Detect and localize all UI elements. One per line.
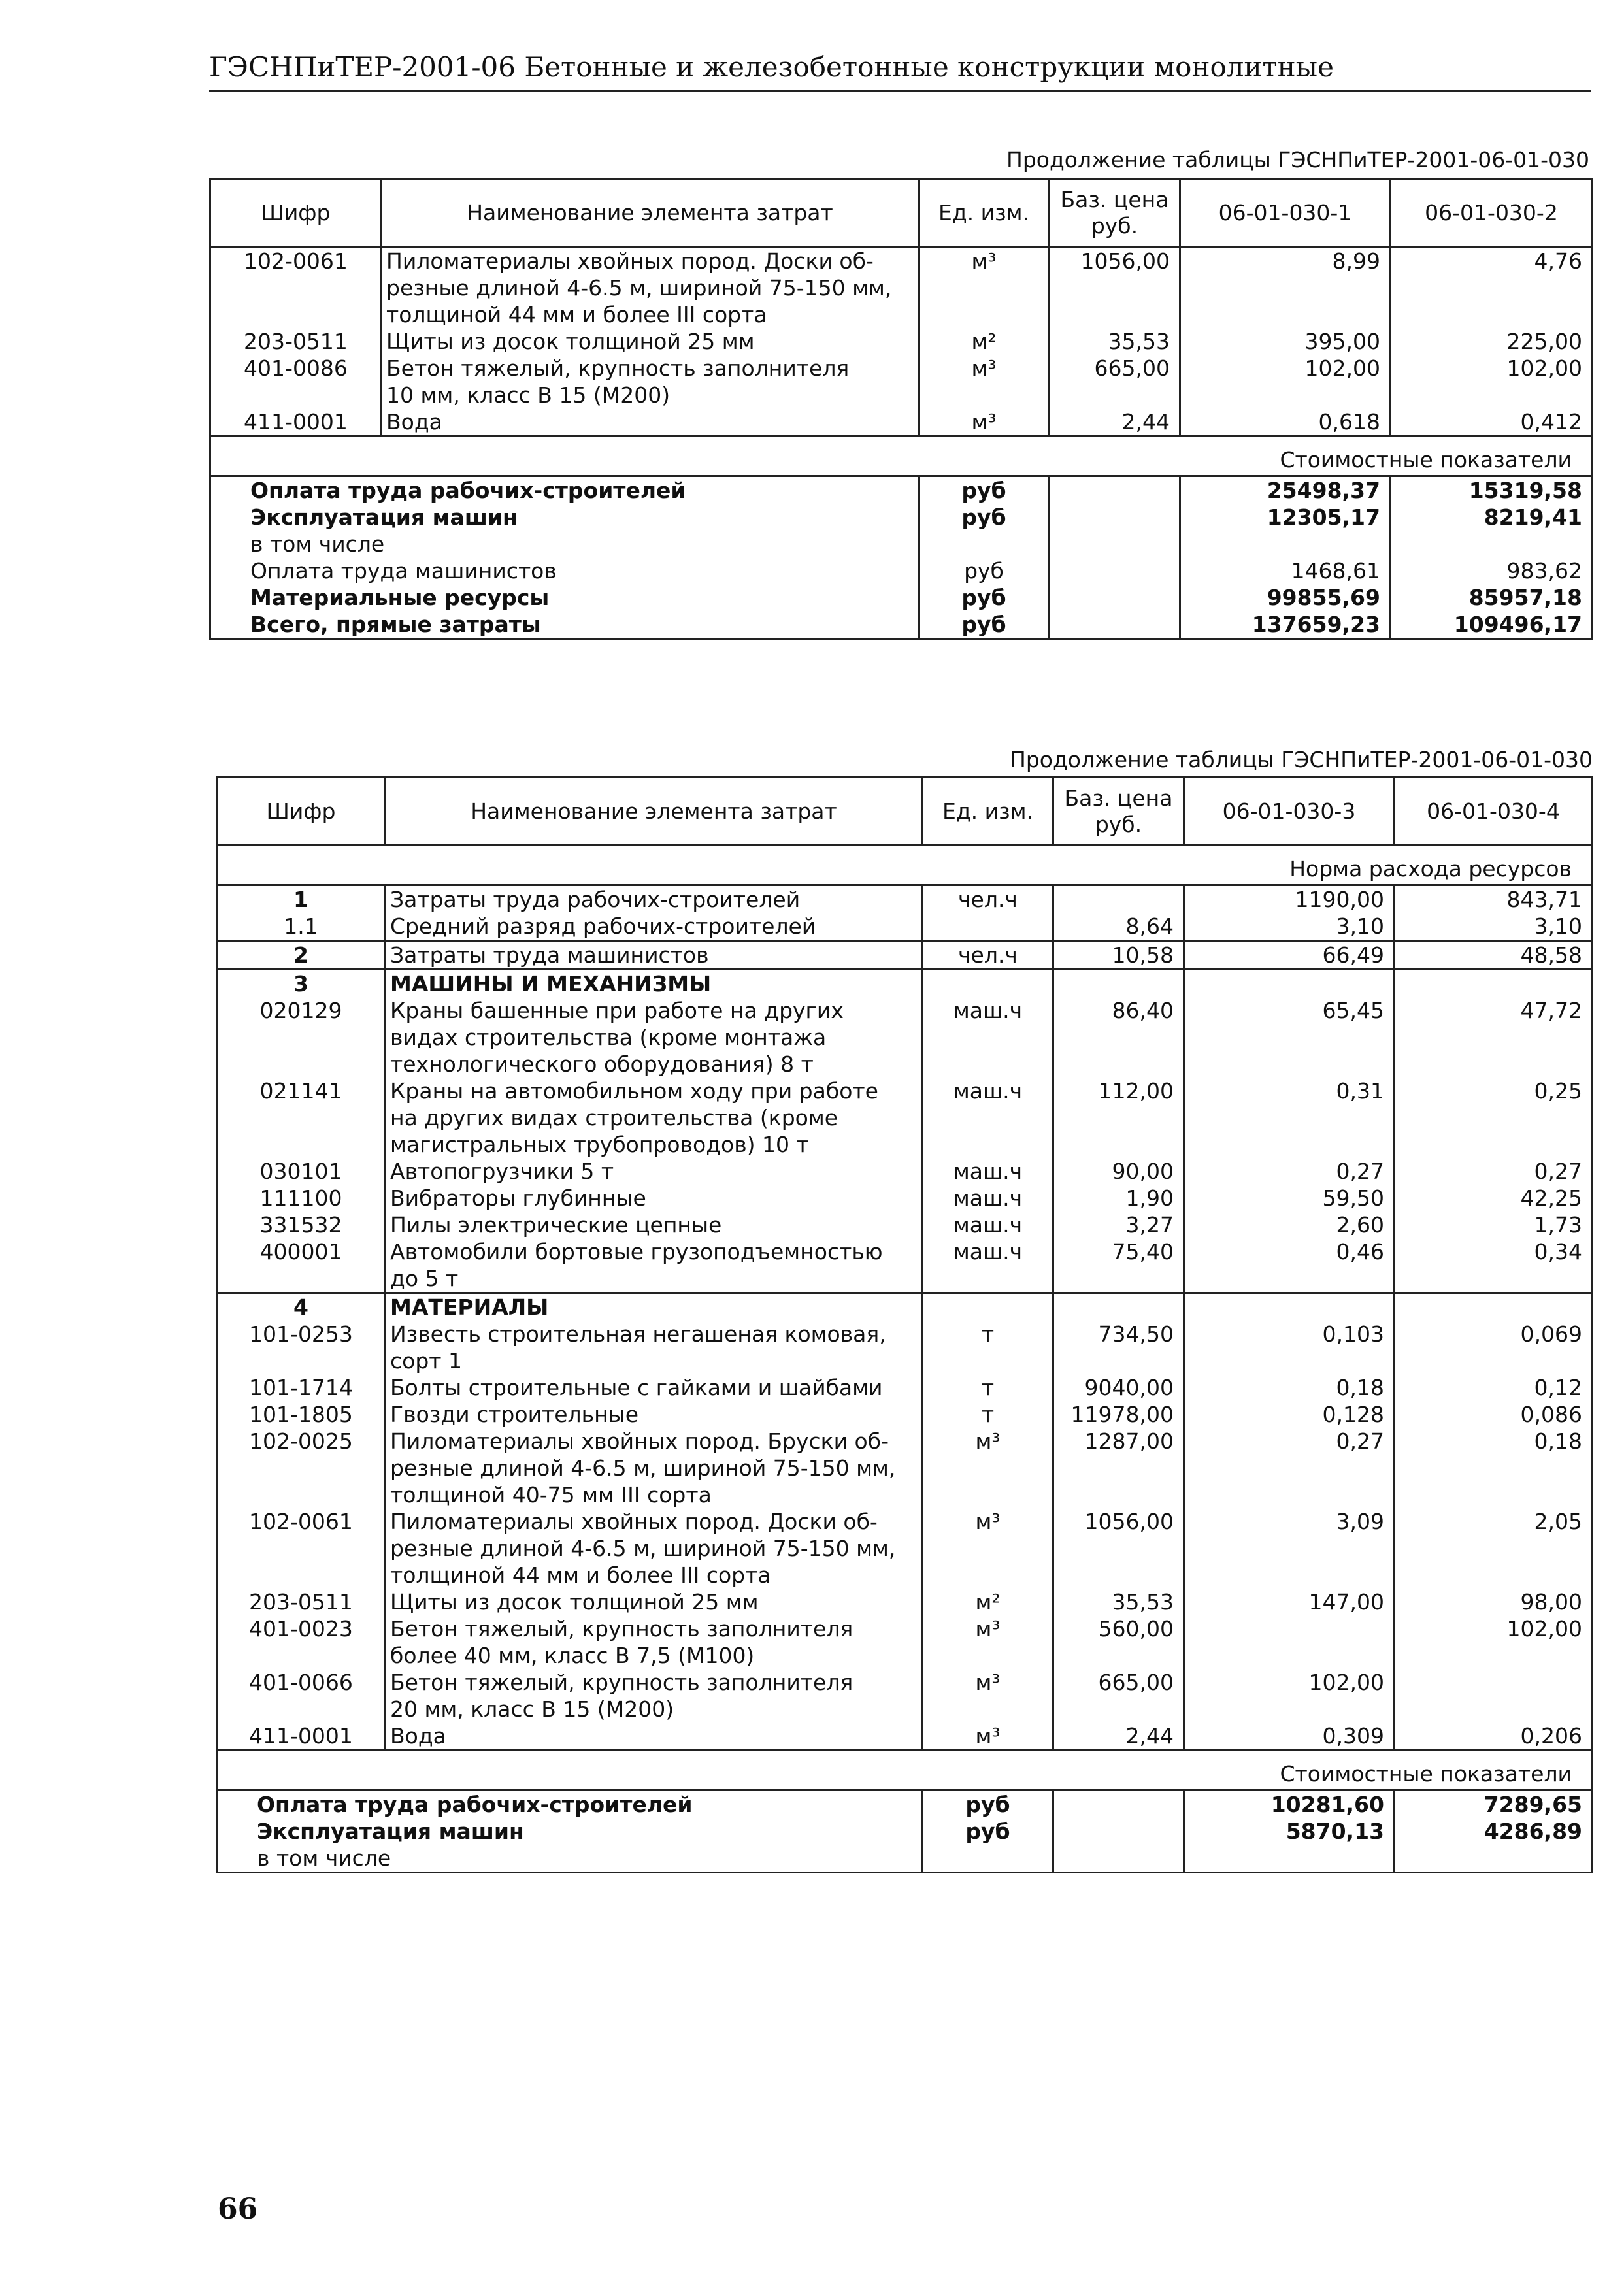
row-name: Пилы электрические цепные [386,1212,923,1238]
row-value-1: 102,00 [1180,355,1391,408]
cost-unit: руб [919,504,1050,531]
row-price: 75,40 [1053,1238,1184,1293]
row-value-2: 225,00 [1391,328,1593,355]
row-value-2 [1395,970,1593,998]
row-price: 9040,00 [1053,1374,1184,1401]
row-name: Вода [386,1723,923,1751]
col-header-v1: 06-01-030-1 [1180,179,1391,247]
row-name: Краны на автомобильном ходу при работе на других видах строительства (кроме магистральных трубопроводов) 10 т [386,1078,923,1158]
row-unit: м³ [919,408,1050,437]
cost-label: Всего, прямые затраты [210,611,919,639]
row-unit: м³ [923,1508,1053,1589]
table-row [217,1321,1593,1374]
table-row [217,1428,1593,1508]
table-row [210,408,1593,437]
cost-unit [919,531,1050,557]
row-value-1: 0,31 [1184,1078,1395,1158]
row-name: Вода [382,408,919,437]
table-row [217,885,1593,914]
row-code: 401-0086 [210,355,382,408]
table-row [210,247,1593,329]
cost-label: Оплата труда рабочих-строителей [210,476,919,504]
row-code: 411-0001 [217,1723,386,1751]
cost-value-2: 7289,65 [1395,1790,1593,1819]
cost-label: Оплата труда рабочих-строителей [217,1790,923,1819]
row-code: 102-0061 [217,1508,386,1589]
row-price: 560,00 [1053,1615,1184,1669]
row-unit: м³ [923,1615,1053,1669]
row-code: 411-0001 [210,408,382,437]
cost-value-1 [1180,531,1391,557]
table-row [217,1185,1593,1212]
row-unit [923,1293,1053,1321]
table-row [217,1669,1593,1723]
table2 [216,776,1593,1873]
row-value-2: 102,00 [1391,355,1593,408]
row-unit: м³ [923,1428,1053,1508]
cost-unit: руб [923,1790,1053,1819]
row-code: 2 [217,941,386,970]
cost-label: в том числе [217,1845,923,1873]
row-name: МАШИНЫ И МЕХАНИЗМЫ [386,970,923,998]
table1-caption: Продолжение таблицы ГЭСНПиТЕР-2001-06-01-030 [1006,147,1590,173]
row-value-1: 0,27 [1184,1158,1395,1185]
row-value-1 [1184,970,1395,998]
row-value-2: 102,00 [1395,1615,1593,1669]
cost-unit: руб [923,1818,1053,1845]
row-name: Пиломатериалы хвойных пород. Доски об- резные длиной 4-6.5 м, шириной 75-150 мм, толщиной 44 мм и более III сорта [386,1508,923,1589]
cost-label: Материальные ресурсы [210,584,919,611]
cost-value-1: 137659,23 [1180,611,1391,639]
cost-unit: руб [919,584,1050,611]
cost-row [217,1845,1593,1873]
cost-label: Эксплуатация машин [217,1818,923,1845]
row-unit: м³ [919,247,1050,329]
row-name: Щиты из досок толщиной 25 мм [386,1589,923,1615]
page-number: 66 [218,2192,258,2226]
row-name: Болты строительные с гайками и шайбами [386,1374,923,1401]
row-value-2 [1395,1293,1593,1321]
cost-row [210,504,1593,531]
cost-price-empty [1053,1845,1184,1873]
row-unit: маш.ч [923,1158,1053,1185]
row-value-1: 3,10 [1184,913,1395,941]
row-value-1: 1190,00 [1184,885,1395,914]
row-value-1: 0,128 [1184,1401,1395,1428]
row-value-1: 3,09 [1184,1508,1395,1589]
col-header-name: Наименование элемента затрат [382,179,919,247]
table2-header-row [217,778,1593,846]
row-value-1: 0,46 [1184,1238,1395,1293]
cost-row [210,584,1593,611]
row-price [1053,885,1184,914]
row-price: 1056,00 [1053,1508,1184,1589]
table-row [217,913,1593,941]
table-row [217,1589,1593,1615]
col-header-price: Баз. цена руб. [1050,179,1180,247]
row-value-1: 102,00 [1184,1669,1395,1723]
cost-value-2: 8219,41 [1391,504,1593,531]
row-code: 101-1714 [217,1374,386,1401]
row-value-2: 0,412 [1391,408,1593,437]
cost-value-2 [1391,531,1593,557]
cost-unit: руб [919,611,1050,639]
cost-value-1: 1468,61 [1180,557,1391,584]
cost-value-1: 99855,69 [1180,584,1391,611]
row-name: Затраты труда машинистов [386,941,923,970]
row-value-2: 0,069 [1395,1321,1593,1374]
row-price: 3,27 [1053,1212,1184,1238]
row-price: 11978,00 [1053,1401,1184,1428]
col-header-name: Наименование элемента затрат [386,778,923,846]
cost-row [210,476,1593,504]
row-value-2: 42,25 [1395,1185,1593,1212]
row-value-1: 147,00 [1184,1589,1395,1615]
table-row [217,997,1593,1078]
cost-value-2: 85957,18 [1391,584,1593,611]
row-name: Автомобили бортовые грузоподъемностью до 5 т [386,1238,923,1293]
row-value-2: 0,27 [1395,1158,1593,1185]
row-price: 35,53 [1053,1589,1184,1615]
row-code: 102-0061 [210,247,382,329]
row-price: 90,00 [1053,1158,1184,1185]
row-name: Средний разряд рабочих-строителей [386,913,923,941]
row-unit: маш.ч [923,1212,1053,1238]
row-value-2: 0,18 [1395,1428,1593,1508]
row-value-1: 0,618 [1180,408,1391,437]
col-header-v1: 06-01-030-3 [1184,778,1395,846]
table1-header-row [210,179,1593,247]
cost-row [217,1790,1593,1819]
row-value-1: 395,00 [1180,328,1391,355]
norm-section [217,846,1593,885]
row-unit: т [923,1321,1053,1374]
col-header-price: Баз. цена руб. [1053,778,1184,846]
row-name: Вибраторы глубинные [386,1185,923,1212]
row-price: 2,44 [1050,408,1180,437]
row-value-2: 843,71 [1395,885,1593,914]
norm-section-label: Норма расхода ресурсов [217,846,1593,885]
row-price: 665,00 [1050,355,1180,408]
row-value-1: 0,103 [1184,1321,1395,1374]
row-unit: м³ [923,1669,1053,1723]
row-value-2: 48,58 [1395,941,1593,970]
row-name: Краны башенные при работе на других видах строительства (кроме монтажа технологического оборудования) 8 т [386,997,923,1078]
row-code: 401-0066 [217,1669,386,1723]
row-name: Затраты труда рабочих-строителей [386,885,923,914]
row-code: 1 [217,885,386,914]
row-code: 203-0511 [210,328,382,355]
row-value-2: 3,10 [1395,913,1593,941]
row-code: 4 [217,1293,386,1321]
row-unit: чел.ч [923,941,1053,970]
row-price: 10,58 [1053,941,1184,970]
row-value-1: 65,45 [1184,997,1395,1078]
cost-row [210,611,1593,639]
row-price: 8,64 [1053,913,1184,941]
row-code: 203-0511 [217,1589,386,1615]
row-unit: маш.ч [923,1078,1053,1158]
row-value-1 [1184,1293,1395,1321]
cost-value-2: 4286,89 [1395,1818,1593,1845]
row-name: Щиты из досок толщиной 25 мм [382,328,919,355]
table-row [217,1078,1593,1158]
cost-unit [923,1845,1053,1873]
table1 [209,178,1593,640]
table-row [217,1615,1593,1669]
table-row [217,1212,1593,1238]
cost-price-empty [1050,557,1180,584]
row-unit: маш.ч [923,1185,1053,1212]
row-unit: т [923,1401,1053,1428]
row-code: 020129 [217,997,386,1078]
section-heading-row [217,970,1593,998]
row-value-2: 4,76 [1391,247,1593,329]
cost-value-2: 15319,58 [1391,476,1593,504]
row-value-2: 0,12 [1395,1374,1593,1401]
cost-value-1: 5870,13 [1184,1818,1395,1845]
row-code: 400001 [217,1238,386,1293]
row-price: 1,90 [1053,1185,1184,1212]
row-unit: т [923,1374,1053,1401]
row-value-2: 98,00 [1395,1589,1593,1615]
cost-row [210,557,1593,584]
row-unit: м² [923,1589,1053,1615]
row-value-1: 0,27 [1184,1428,1395,1508]
row-name: МАТЕРИАЛЫ [386,1293,923,1321]
cost-section-label: Стоимостные показатели [217,1751,1593,1790]
cost-value-2: 983,62 [1391,557,1593,584]
cost-value-2 [1395,1845,1593,1873]
cost-price-empty [1053,1790,1184,1819]
row-code: 102-0025 [217,1428,386,1508]
col-header-v2: 06-01-030-4 [1395,778,1593,846]
row-unit [923,970,1053,998]
row-price: 112,00 [1053,1078,1184,1158]
cost-price-empty [1050,611,1180,639]
row-name: Гвозди строительные [386,1401,923,1428]
row-code: 030101 [217,1158,386,1185]
row-name: Бетон тяжелый, крупность заполнителя 20 мм, класс В 15 (М200) [386,1669,923,1723]
row-value-1: 59,50 [1184,1185,1395,1212]
cost-label: Оплата труда машинистов [210,557,919,584]
row-value-2: 0,206 [1395,1723,1593,1751]
row-code: 331532 [217,1212,386,1238]
row-price [1053,1293,1184,1321]
row-unit: маш.ч [923,997,1053,1078]
row-unit [923,913,1053,941]
cost-price-empty [1050,476,1180,504]
table-row [210,328,1593,355]
cost-unit: руб [919,557,1050,584]
cost-section [210,437,1593,476]
table-row [217,1508,1593,1589]
cost-section [217,1751,1593,1790]
row-value-2: 2,05 [1395,1508,1593,1589]
row-code: 101-1805 [217,1401,386,1428]
row-price: 734,50 [1053,1321,1184,1374]
cost-price-empty [1050,504,1180,531]
col-header-v2: 06-01-030-2 [1391,179,1593,247]
table-row [217,1374,1593,1401]
row-code: 021141 [217,1078,386,1158]
row-code: 111100 [217,1185,386,1212]
row-value-1 [1184,1615,1395,1669]
row-value-2: 47,72 [1395,997,1593,1078]
row-name: Бетон тяжелый, крупность заполнителя 10 мм, класс В 15 (М200) [382,355,919,408]
row-value-1: 8,99 [1180,247,1391,329]
col-header-unit: Ед. изм. [919,179,1050,247]
table-row [217,1723,1593,1751]
row-code: 1.1 [217,913,386,941]
col-header-code: Шифр [217,778,386,846]
table2-caption: Продолжение таблицы ГЭСНПиТЕР-2001-06-01-030 [1010,747,1593,772]
table-row [210,355,1593,408]
row-unit: м³ [919,355,1050,408]
row-value-1: 66,49 [1184,941,1395,970]
row-value-2: 0,34 [1395,1238,1593,1293]
cost-value-1: 25498,37 [1180,476,1391,504]
row-code: 101-0253 [217,1321,386,1374]
cost-row [217,1818,1593,1845]
cost-row [210,531,1593,557]
cost-value-1 [1184,1845,1395,1873]
section-heading-row [217,1293,1593,1321]
row-price: 2,44 [1053,1723,1184,1751]
row-value-2: 1,73 [1395,1212,1593,1238]
table-row [217,941,1593,970]
row-price [1053,970,1184,998]
row-price: 1287,00 [1053,1428,1184,1508]
cost-price-empty [1053,1818,1184,1845]
row-unit: чел.ч [923,885,1053,914]
cost-value-1: 12305,17 [1180,504,1391,531]
table-row [217,1401,1593,1428]
row-price: 665,00 [1053,1669,1184,1723]
row-value-2: 0,25 [1395,1078,1593,1158]
cost-price-empty [1050,584,1180,611]
row-name: Пиломатериалы хвойных пород. Доски об- резные длиной 4-6.5 м, шириной 75-150 мм, толщиной 44 мм и более III сорта [382,247,919,329]
row-value-2 [1395,1669,1593,1723]
row-code: 401-0023 [217,1615,386,1669]
cost-label: Эксплуатация машин [210,504,919,531]
row-value-1: 0,309 [1184,1723,1395,1751]
cost-section-label: Стоимостные показатели [210,437,1593,476]
table-row [217,1158,1593,1185]
row-value-1: 0,18 [1184,1374,1395,1401]
row-price: 1056,00 [1050,247,1180,329]
row-unit: м² [919,328,1050,355]
row-name: Известь строительная негашеная комовая, сорт 1 [386,1321,923,1374]
cost-value-2: 109496,17 [1391,611,1593,639]
col-header-unit: Ед. изм. [923,778,1053,846]
row-name: Пиломатериалы хвойных пород. Бруски об- резные длиной 4-6.5 м, шириной 75-150 мм, толщиной 40-75 мм III сорта [386,1428,923,1508]
row-price: 86,40 [1053,997,1184,1078]
row-name: Бетон тяжелый, крупность заполнителя более 40 мм, класс В 7,5 (М100) [386,1615,923,1669]
cost-price-empty [1050,531,1180,557]
row-name: Автопогрузчики 5 т [386,1158,923,1185]
row-unit: маш.ч [923,1238,1053,1293]
page-header: ГЭСНПиТЕР-2001-06 Бетонные и железобетонные конструкции монолитные [209,49,1591,92]
row-value-2: 0,086 [1395,1401,1593,1428]
row-price: 35,53 [1050,328,1180,355]
cost-value-1: 10281,60 [1184,1790,1395,1819]
row-code: 3 [217,970,386,998]
cost-label: в том числе [210,531,919,557]
col-header-code: Шифр [210,179,382,247]
row-unit: м³ [923,1723,1053,1751]
row-value-1: 2,60 [1184,1212,1395,1238]
table-row [217,1238,1593,1293]
cost-unit: руб [919,476,1050,504]
